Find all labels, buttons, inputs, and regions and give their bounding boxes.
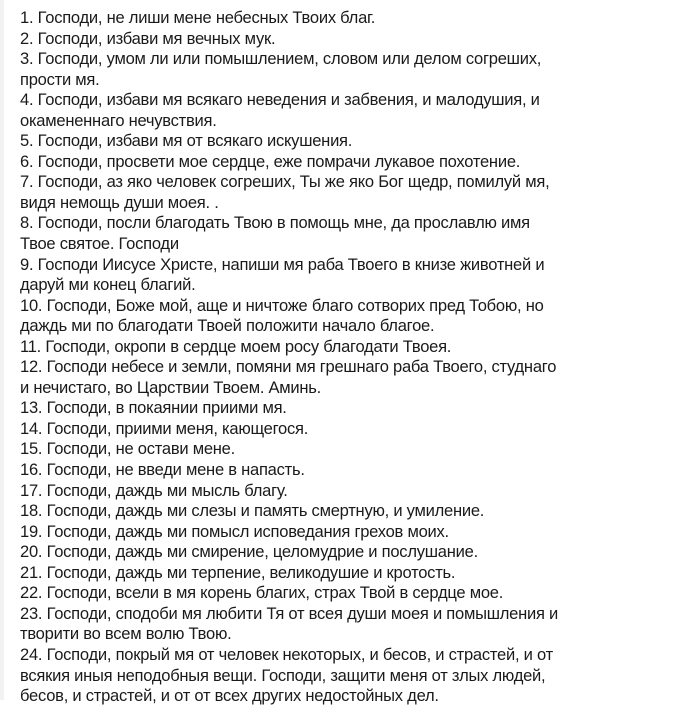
left-edge-border [0,0,4,700]
prayer-line: 3. Господи, умом ли или помышлением, словом или делом согреших, [20,49,542,69]
prayer-line: 23. Господи, сподоби мя любити Тя от всея души моея и помышления и [20,603,559,623]
prayer-line: 24. Господи, покрый мя от человек некоторых, и бесов, и страстей, и от [20,644,553,664]
prayer-item [20,29,690,50]
prayer-line: Твое святое. Господи [20,234,179,254]
prayer-line: даруй ми конец благий. [20,275,196,295]
prayer-line: даждь ми по благодати Твоей положити начало благое. [20,316,435,336]
prayer-list [20,8,690,707]
prayer-line: 18. Господи, даждь ми слезы и память смертную, и умиление. [20,501,485,521]
prayer-item [20,501,690,522]
prayer-line: 2. Господи, избави мя вечных мук. [20,28,276,48]
prayer-line: 12. Господи небесе и земли, помяни мя грешнаго раба Твоего, студнаго [20,357,557,377]
prayer-line: 20. Господи, даждь ми смирение, целомудрие и послушание. [20,542,478,562]
prayer-item [20,213,690,254]
prayer-item [20,357,690,398]
prayer-item [20,439,690,460]
prayer-item [20,296,690,337]
prayer-line: и нечистаго, во Царствии Твоем. Аминь. [20,377,322,397]
prayer-item [20,172,690,213]
prayer-item [20,542,690,563]
prayer-line: 13. Господи, в покаянии приими мя. [20,398,287,418]
prayer-line: 14. Господи, приими меня, кающегося. [20,418,309,438]
prayer-item [20,481,690,502]
prayer-item [20,563,690,584]
prayer-item [20,460,690,481]
prayer-line: 7. Господи, аз яко человек согреших, Ты же яко Бог щедр, помилуй мя, [20,172,550,192]
prayer-line: 10. Господи, Боже мой, аще и ничтоже благо сотворих пред Тобою, но [20,295,544,315]
prayer-line: бесов, и страстей, и от от всех других недостойных дел. [20,686,439,706]
prayer-line: 9. Господи Иисусе Христе, напиши мя раба Твоего в книзе животней и [20,254,545,274]
prayer-line: 4. Господи, избави мя всякаго неведения и забвения, и малодушия, и [20,90,540,110]
prayer-item [20,419,690,440]
prayer-line: всякия иныя неподобныя вещи. Господи, защити меня от злых людей, [20,665,546,685]
prayer-line: 19. Господи, даждь ми помысл исповедания грехов моих. [20,521,449,541]
prayer-line: 6. Господи, просвети мое сердце, еже помрачи лукавое похотение. [20,151,521,171]
prayer-item [20,398,690,419]
prayer-line: прости мя. [20,69,100,89]
prayer-line: 8. Господи, посли благодать Твою в помощь мне, да прославлю имя [20,213,530,233]
prayer-line: видя немощь души моея. . [20,192,219,212]
prayer-item [20,583,690,604]
prayer-line: творити во всем волю Твою. [20,624,232,644]
prayer-line: 16. Господи, не введи мене в напасть. [20,460,305,480]
prayer-item [20,90,690,131]
prayer-item [20,49,690,90]
prayer-line: окамененнаго нечувствия. [20,110,217,130]
prayer-item [20,131,690,152]
prayer-item [20,152,690,173]
prayer-item [20,255,690,296]
prayer-line: 17. Господи, даждь ми мысль благу. [20,480,288,500]
prayer-line: 21. Господи, даждь ми терпение, великодушие и кротость. [20,562,456,582]
prayer-item [20,337,690,358]
prayer-line: 22. Господи, всели в мя корень благих, страх Твой в сердце мое. [20,583,504,603]
prayer-line: 15. Господи, не остави мене. [20,439,235,459]
prayer-item [20,8,690,29]
prayer-line: 11. Господи, окропи в сердце моем росу благодати Твоея. [20,336,452,356]
prayer-line: 1. Господи, не лиши мене небесных Твоих благ. [20,8,376,27]
prayer-item [20,645,690,707]
prayer-line: 5. Господи, избави мя от всякаго искушения. [20,131,353,151]
prayer-item [20,604,690,645]
prayer-item [20,522,690,543]
